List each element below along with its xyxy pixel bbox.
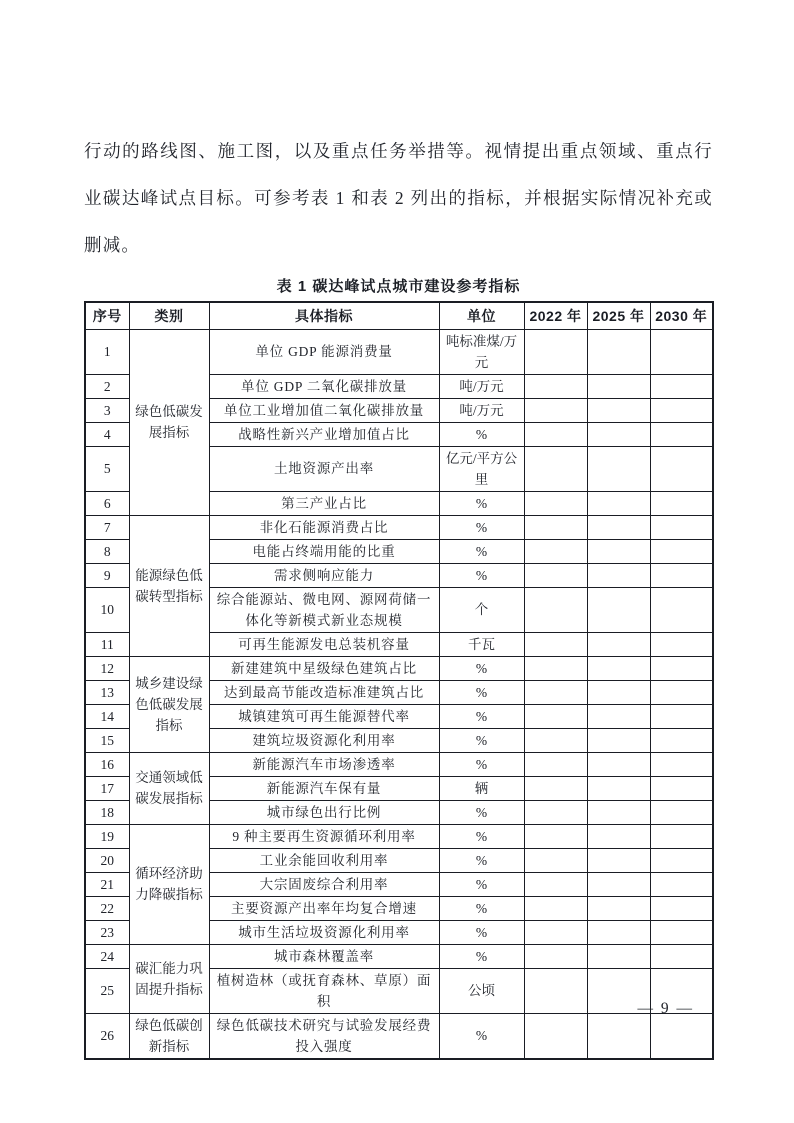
indicator-cell: 第三产业占比 — [209, 491, 439, 515]
page-number: — 9 — — [637, 1000, 694, 1017]
indicator-cell: 新能源汽车保有量 — [209, 776, 439, 800]
value-cell-2022 — [524, 848, 587, 872]
header-serial-number: 序号 — [85, 302, 129, 329]
value-cell-2022 — [524, 968, 587, 1013]
indicator-cell: 非化石能源消费占比 — [209, 515, 439, 539]
category-cell: 绿色低碳创新指标 — [129, 1013, 209, 1059]
category-cell: 能源绿色低碳转型指标 — [129, 515, 209, 656]
value-cell-2030 — [650, 446, 713, 491]
unit-cell: % — [439, 680, 524, 704]
indicator-cell: 综合能源站、微电网、源网荷储一体化等新模式新业态规模 — [209, 587, 439, 632]
table-row — [85, 515, 713, 539]
row-number-cell: 16 — [85, 752, 129, 776]
table-title: 表 1 碳达峰试点城市建设参考指标 — [276, 278, 521, 295]
value-cell-2025 — [587, 896, 650, 920]
value-cell-2022 — [524, 491, 587, 515]
value-cell-2030 — [650, 491, 713, 515]
value-cell-2022 — [524, 563, 587, 587]
table-row — [85, 824, 713, 848]
value-cell-2025 — [587, 398, 650, 422]
value-cell-2022 — [524, 656, 587, 680]
unit-cell: % — [439, 920, 524, 944]
unit-cell: 个 — [439, 587, 524, 632]
unit-cell: % — [439, 539, 524, 563]
row-number-cell: 20 — [85, 848, 129, 872]
value-cell-2022 — [524, 374, 587, 398]
value-cell-2030 — [650, 1013, 713, 1059]
value-cell-2025 — [587, 944, 650, 968]
value-cell-2025 — [587, 329, 650, 374]
value-cell-2025 — [587, 374, 650, 398]
value-cell-2030 — [650, 704, 713, 728]
value-cell-2025 — [587, 656, 650, 680]
value-cell-2030 — [650, 563, 713, 587]
indicator-cell: 单位 GDP 二氧化碳排放量 — [209, 374, 439, 398]
unit-cell: 吨/万元 — [439, 398, 524, 422]
row-number-cell: 26 — [85, 1013, 129, 1059]
value-cell-2025 — [587, 776, 650, 800]
header-indicator: 具体指标 — [209, 302, 439, 329]
unit-cell: % — [439, 944, 524, 968]
unit-cell: 辆 — [439, 776, 524, 800]
value-cell-2025 — [587, 848, 650, 872]
value-cell-2022 — [524, 896, 587, 920]
value-cell-2030 — [650, 587, 713, 632]
row-number-cell: 1 — [85, 329, 129, 374]
value-cell-2022 — [524, 1013, 587, 1059]
table-row — [85, 944, 713, 968]
unit-cell: % — [439, 824, 524, 848]
row-number-cell: 3 — [85, 398, 129, 422]
unit-cell: 千瓦 — [439, 632, 524, 656]
value-cell-2022 — [524, 398, 587, 422]
value-cell-2030 — [650, 848, 713, 872]
value-cell-2030 — [650, 800, 713, 824]
value-cell-2022 — [524, 944, 587, 968]
value-cell-2025 — [587, 680, 650, 704]
row-number-cell: 22 — [85, 896, 129, 920]
value-cell-2030 — [650, 824, 713, 848]
value-cell-2025 — [587, 1013, 650, 1059]
value-cell-2025 — [587, 728, 650, 752]
table-row — [85, 1013, 713, 1059]
value-cell-2025 — [587, 872, 650, 896]
table-header-row — [85, 302, 713, 329]
indicator-cell: 9 种主要再生资源循环利用率 — [209, 824, 439, 848]
row-number-cell: 4 — [85, 422, 129, 446]
unit-cell: % — [439, 491, 524, 515]
unit-cell: % — [439, 563, 524, 587]
value-cell-2030 — [650, 632, 713, 656]
category-cell: 碳汇能力巩固提升指标 — [129, 944, 209, 1013]
indicator-cell: 大宗固废综合利用率 — [209, 872, 439, 896]
category-cell: 城乡建设绿色低碳发展指标 — [129, 656, 209, 752]
indicator-cell: 土地资源产出率 — [209, 446, 439, 491]
row-number-cell: 23 — [85, 920, 129, 944]
unit-cell: % — [439, 422, 524, 446]
indicator-cell: 建筑垃圾资源化利用率 — [209, 728, 439, 752]
value-cell-2022 — [524, 776, 587, 800]
row-number-cell: 5 — [85, 446, 129, 491]
value-cell-2030 — [650, 398, 713, 422]
value-cell-2030 — [650, 329, 713, 374]
row-number-cell: 8 — [85, 539, 129, 563]
value-cell-2025 — [587, 515, 650, 539]
value-cell-2022 — [524, 587, 587, 632]
row-number-cell: 11 — [85, 632, 129, 656]
row-number-cell: 12 — [85, 656, 129, 680]
value-cell-2022 — [524, 515, 587, 539]
unit-cell: % — [439, 800, 524, 824]
indicator-cell: 城市绿色出行比例 — [209, 800, 439, 824]
value-cell-2025 — [587, 422, 650, 446]
value-cell-2030 — [650, 776, 713, 800]
value-cell-2022 — [524, 422, 587, 446]
indicator-cell: 城市森林覆盖率 — [209, 944, 439, 968]
row-number-cell: 25 — [85, 968, 129, 1013]
value-cell-2030 — [650, 728, 713, 752]
row-number-cell: 10 — [85, 587, 129, 632]
row-number-cell: 9 — [85, 563, 129, 587]
value-cell-2025 — [587, 752, 650, 776]
indicator-table — [84, 301, 714, 1060]
body-paragraph: 行动的路线图、施工图，以及重点任务举措等。视情提出重点领域、重点行业碳达峰试点目标。可参考表 1 和表 2 列出的指标，并根据实际情况补充或删减。 — [84, 141, 713, 255]
header-category: 类别 — [129, 302, 209, 329]
row-number-cell: 19 — [85, 824, 129, 848]
value-cell-2022 — [524, 752, 587, 776]
value-cell-2022 — [524, 704, 587, 728]
row-number-cell: 17 — [85, 776, 129, 800]
indicator-cell: 城镇建筑可再生能源替代率 — [209, 704, 439, 728]
unit-cell: 吨/万元 — [439, 374, 524, 398]
unit-cell: % — [439, 656, 524, 680]
value-cell-2022 — [524, 728, 587, 752]
value-cell-2030 — [650, 539, 713, 563]
value-cell-2025 — [587, 539, 650, 563]
value-cell-2025 — [587, 563, 650, 587]
value-cell-2025 — [587, 800, 650, 824]
value-cell-2022 — [524, 329, 587, 374]
indicator-cell: 植树造林（或抚育森林、草原）面积 — [209, 968, 439, 1013]
indicator-cell: 主要资源产出率年均复合增速 — [209, 896, 439, 920]
row-number-cell: 21 — [85, 872, 129, 896]
value-cell-2022 — [524, 446, 587, 491]
row-number-cell: 7 — [85, 515, 129, 539]
indicator-cell: 需求侧响应能力 — [209, 563, 439, 587]
value-cell-2022 — [524, 872, 587, 896]
value-cell-2025 — [587, 587, 650, 632]
value-cell-2022 — [524, 539, 587, 563]
table-row — [85, 329, 713, 374]
indicator-cell: 战略性新兴产业增加值占比 — [209, 422, 439, 446]
value-cell-2025 — [587, 920, 650, 944]
value-cell-2022 — [524, 920, 587, 944]
value-cell-2030 — [650, 896, 713, 920]
header-year-2025: 2025 年 — [587, 302, 650, 329]
unit-cell: 亿元/平方公里 — [439, 446, 524, 491]
table-row — [85, 752, 713, 776]
row-number-cell: 2 — [85, 374, 129, 398]
value-cell-2030 — [650, 515, 713, 539]
category-cell: 绿色低碳发展指标 — [129, 329, 209, 515]
unit-cell: % — [439, 872, 524, 896]
value-cell-2030 — [650, 752, 713, 776]
value-cell-2030 — [650, 656, 713, 680]
unit-cell: % — [439, 704, 524, 728]
indicator-cell: 电能占终端用能的比重 — [209, 539, 439, 563]
row-number-cell: 18 — [85, 800, 129, 824]
indicator-cell: 城市生活垃圾资源化利用率 — [209, 920, 439, 944]
indicator-cell: 工业余能回收利用率 — [209, 848, 439, 872]
value-cell-2025 — [587, 824, 650, 848]
value-cell-2025 — [587, 704, 650, 728]
value-cell-2030 — [650, 374, 713, 398]
indicator-cell: 可再生能源发电总装机容量 — [209, 632, 439, 656]
category-cell: 交通领域低碳发展指标 — [129, 752, 209, 824]
unit-cell: % — [439, 1013, 524, 1059]
value-cell-2022 — [524, 824, 587, 848]
value-cell-2022 — [524, 632, 587, 656]
value-cell-2025 — [587, 491, 650, 515]
header-unit: 单位 — [439, 302, 524, 329]
row-number-cell: 14 — [85, 704, 129, 728]
indicator-cell: 单位 GDP 能源消费量 — [209, 329, 439, 374]
page-content — [84, 128, 713, 1060]
value-cell-2030 — [650, 920, 713, 944]
indicator-cell: 新建建筑中星级绿色建筑占比 — [209, 656, 439, 680]
unit-cell: % — [439, 752, 524, 776]
category-cell: 循环经济助力降碳指标 — [129, 824, 209, 944]
unit-cell: 吨标准煤/万元 — [439, 329, 524, 374]
value-cell-2025 — [587, 446, 650, 491]
value-cell-2025 — [587, 632, 650, 656]
indicator-cell: 达到最高节能改造标准建筑占比 — [209, 680, 439, 704]
indicator-cell: 新能源汽车市场渗透率 — [209, 752, 439, 776]
value-cell-2030 — [650, 872, 713, 896]
value-cell-2030 — [650, 680, 713, 704]
row-number-cell: 6 — [85, 491, 129, 515]
header-year-2030: 2030 年 — [650, 302, 713, 329]
header-year-2022: 2022 年 — [524, 302, 587, 329]
value-cell-2022 — [524, 800, 587, 824]
unit-cell: % — [439, 896, 524, 920]
indicator-cell: 单位工业增加值二氧化碳排放量 — [209, 398, 439, 422]
indicator-cell: 绿色低碳技术研究与试验发展经费投入强度 — [209, 1013, 439, 1059]
value-cell-2030 — [650, 422, 713, 446]
value-cell-2022 — [524, 680, 587, 704]
unit-cell: % — [439, 515, 524, 539]
row-number-cell: 15 — [85, 728, 129, 752]
unit-cell: % — [439, 728, 524, 752]
table-row — [85, 656, 713, 680]
row-number-cell: 13 — [85, 680, 129, 704]
unit-cell: % — [439, 848, 524, 872]
value-cell-2030 — [650, 944, 713, 968]
unit-cell: 公顷 — [439, 968, 524, 1013]
row-number-cell: 24 — [85, 944, 129, 968]
